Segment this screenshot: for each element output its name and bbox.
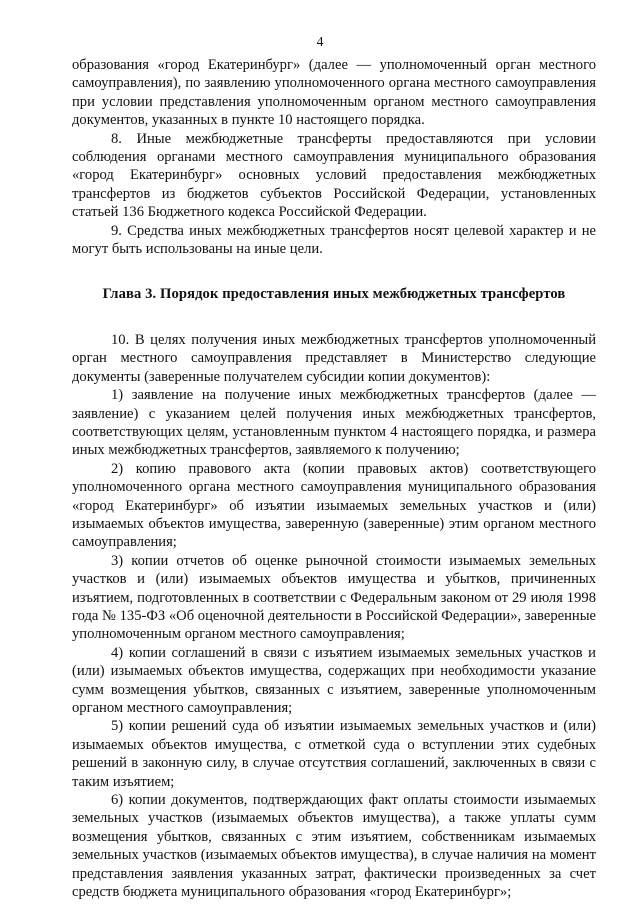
list-item-4: 4) копии соглашений в связи с изъятием изымаемых земельных участков и (или) изымаемых объектов имущества, содержащих при необходимости указание сумм возмещения убытков, связанных с изъятием, заверенные уполномоченным органом местного самоуправления; — [72, 644, 596, 716]
chapter-title: Глава 3. Порядок предоставления иных межбюджетных трансфертов — [102, 286, 566, 303]
page-number: 4 — [316, 35, 324, 50]
list-item-1: 1) заявление на получение иных межбюджетных трансфертов (далее — заявление) с указанием целей получения иных межбюджетных трансфертов, соответствующих целям, установленным пунктом 4 настоящего порядка, и размера иных межбюджетных трансфертов, заявляемого к получению; — [72, 387, 596, 459]
list-item-5: 5) копии решений суда об изъятии изымаемых земельных участков и (или) изымаемых объектов имущества, с отметкой суда о вступлении этих судебных решений в законную силу, в случае отсутствия соглашений, заключенных в связи с таким изъятием; — [72, 718, 596, 790]
list-item-6: 6) копии документов, подтверждающих факт оплаты стоимости изымаемых земельных участков (изымаемых объектов имущества), а также уплаты сумм возмещения убытков, связанных с этим изъятием, собственникам изымаемых земельных участков (изымаемых объектов имущества), в случае наличия на момент представления заявления указанных затрат, фактически произведенных за счет средств бюджета муниципального образования «город Екатеринбург»; — [72, 792, 596, 901]
list-item-2: 2) копию правового акта (копии правовых актов) соответствующего уполномоченного органа местного самоуправления муниципального образования «город Екатеринбург» об изъятии изымаемых земельных участков и (или) изымаемых объектов имущества, заверенную (заверенные) этим органом местного самоуправления; — [72, 460, 596, 551]
paragraph-item-9: 9. Средства иных межбюджетных трансфертов носят целевой характер и не могут быть использованы на иные цели. — [72, 222, 596, 258]
list-item-3: 3) копии отчетов об оценке рыночной стоимости изымаемых земельных участков и (или) изымаемых объектов имущества и убытков, причиненных изъятием, подготовленных в соответствии с Федеральным законом от 29 июля 1998 года № 135-ФЗ «Об оценочной деятельности в Российской Федерации», заверенные уполномоченным органом местного самоуправления; — [72, 552, 597, 643]
paragraph-item-8: 8. Иные межбюджетные трансферты предоставляются при условии соблюдения органами местного самоуправления муниципального образования «город Екатеринбург» основных условий предоставления межбюджетных трансфертов из бюджетов субъектов Российской Федерации, установленных статьей 136 Бюджетного кодекса Российской Федерации. — [72, 130, 596, 221]
document-body — [72, 56, 596, 901]
paragraph-continuation: образования «город Екатеринбург» (далее — уполномоченный орган местного самоуправления), по заявлению уполномоченного органа местного самоуправления при условии представления уполномоченным органом местного самоуправления документов, указанных в пункте 10 настоящего порядка. — [72, 57, 596, 129]
paragraph-item-10: 10. В целях получения иных межбюджетных трансфертов уполномоченный орган местного самоуправления представляет в Министерство следующие документы (заверенные получателем субсидии копии документов): — [72, 331, 596, 385]
